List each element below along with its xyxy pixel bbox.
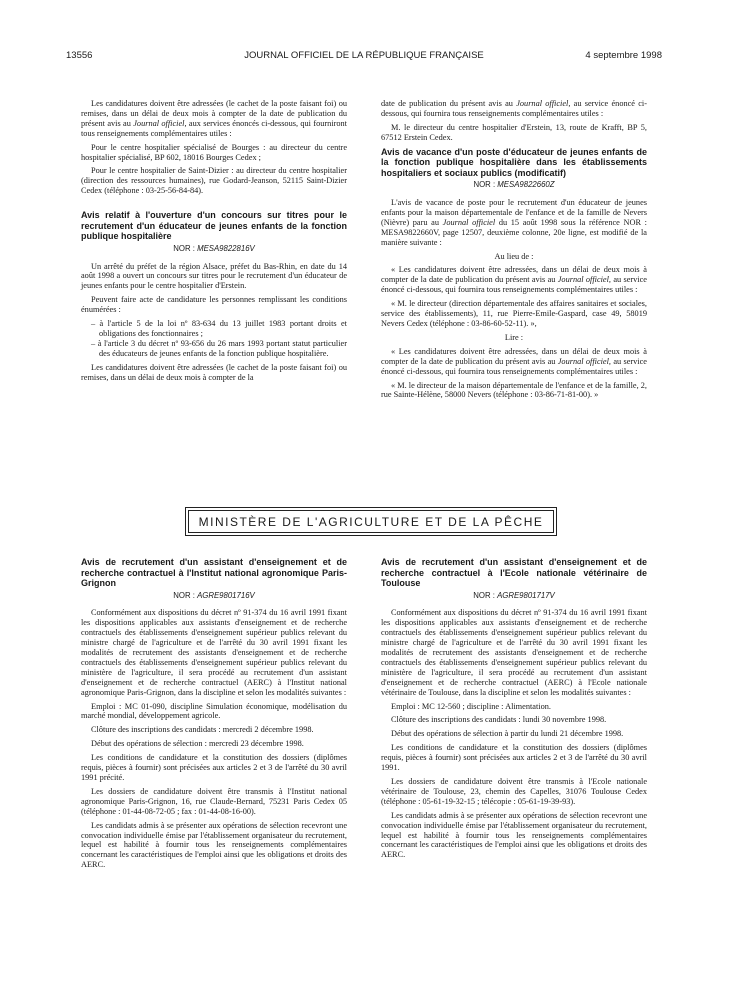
page-number: 13556 bbox=[66, 50, 93, 61]
notice-title: Avis de recrutement d'un assistant d'enseignement et de recherche contractuel à l'Institut national agronomique Paris-Grignon bbox=[81, 557, 347, 588]
paragraph: Peuvent faire acte de candidature les personnes remplissant les conditions énumérées : bbox=[81, 295, 347, 315]
paragraph: Les conditions de candidature et la constitution des dossiers (diplômes requis, pièces à fournir) sont précisées aux articles 2 et 3 de l'arrêté du 30 avril 1991. bbox=[381, 743, 647, 773]
paragraph: Clôture des inscriptions des candidats : lundi 30 novembre 1998. bbox=[391, 715, 607, 725]
top-left-column bbox=[81, 99, 347, 387]
list-item: – à l'article 5 de la loi nº 83-634 du 13 juillet 1983 portant droits et obligations des fonctionnaires ; bbox=[81, 319, 347, 339]
paragraph: Emploi : MC 01-090, discipline Simulation économique, modélisation du marché mondial, développement agricole. bbox=[81, 701, 347, 721]
notice-title: Avis relatif à l'ouverture d'un concours sur titres pour le recrutement d'un éducateur de jeunes enfants de la fonction publique hospitalière bbox=[81, 210, 347, 242]
paragraph: Les conditions de candidature et la constitution des dossiers (diplômes requis, pièces à fournir) sont précisées aux articles 2 et 3 de l'arrêté du 30 avril 1991 précité. bbox=[81, 753, 347, 782]
bottom-right-column bbox=[381, 557, 647, 864]
paragraph: M. le directeur du centre hospitalier d'Erstein, 13, route de Krafft, BP 5, 67512 Erstein Cedex. bbox=[381, 122, 647, 142]
list-item: – à l'article 3 du décret nº 93-656 du 26 mars 1993 portant statut particulier des éducateurs de jeunes enfants de la fonction publique hospitalière. bbox=[81, 339, 347, 359]
paragraph: Début des opérations de sélection : mercredi 23 décembre 1998. bbox=[91, 739, 304, 749]
paragraph: Conformément aux dispositions du décret nº 91-374 du 16 avril 1991 fixant les dispositions applicables aux assistants d'enseignement et de recherche contractuels des établissements d'enseignement supérieur publics relevant du ministre chargé de l'agriculture et de l'arrêté du 30 avril 1991 fixant les modalités de recrutement des assistants d'enseignement et de recherche contractuels des établissements d'enseignement supérieur publics relevant du ministère de l'agriculture, il sera procédé au recrutement d'un assistant d'enseignement et de recherche contractuel (AERC) à l'Institut national agronomique Paris-Grignon, dans la discipline et selon les modalités suivantes : bbox=[81, 608, 347, 697]
paragraph: date de publication du présent avis au Journal officiel, au service énoncé ci-dessous, qui fournira tous renseignements complémentaires utiles : bbox=[381, 99, 647, 118]
paragraph: Clôture des inscriptions des candidats : mercredi 2 décembre 1998. bbox=[91, 725, 314, 735]
paragraph: Pour le centre hospitalier de Saint-Dizier : au directeur du centre hospitalier (direction des ressources humaines), rue Godard-Jeanson, 52115 Saint-Dizier Cedex (téléphone : 03-25-56-84-84). bbox=[81, 166, 347, 196]
notice-title: Avis de vacance d'un poste d'éducateur de jeunes enfants de la fonction publique hospitalière dans les établissements hospitaliers et sociaux publics (modificatif) bbox=[381, 146, 647, 178]
paragraph: Les candidatures doivent être adressées (le cachet de la poste faisant foi) ou remises, dans un délai de deux mois à compter de la date de publication du présent avis au Journal officiel, aux services énoncés ci-dessous, qui fourniront tous renseignements complémentaires utiles : bbox=[81, 99, 347, 138]
paragraph: Au lieu de : bbox=[494, 251, 534, 261]
paragraph: Les candidats admis à se présenter aux opérations de sélection recevront une convocation individuelle émise par l'établissement organisateur du recrutement, lequel est habilité à fournir tous les renseignements complémentaires concernant les caractéristiques de l'emploi ainsi que les obligations et droits des AERC. bbox=[81, 820, 347, 870]
ministry-heading-box bbox=[185, 507, 557, 536]
paragraph: Lire : bbox=[504, 332, 524, 342]
paragraph: Début des opérations de sélection à partir du lundi 21 décembre 1998. bbox=[391, 729, 624, 739]
notice-title: Avis de recrutement d'un assistant d'enseignement et de recherche contractuel à l'Ecole nationale vétérinaire de Toulouse bbox=[381, 557, 647, 588]
page-header bbox=[66, 50, 662, 64]
paragraph: Emploi : MC 12-560 ; discipline : Alimentation. bbox=[391, 701, 551, 711]
paragraph: Pour le centre hospitalier spécialisé de Bourges : au directeur du centre hospitalier spécialisé, BP 602, 18016 Bourges Cedex ; bbox=[81, 142, 347, 162]
paragraph: « Les candidatures doivent être adressées, dans un délai de deux mois à compter de la date de publication du présent avis au Journal officiel, au service énoncé ci-dessous, qui fournira tous renseignements complémentaires utiles : bbox=[381, 346, 647, 376]
ministry-title: MINISTÈRE DE L'AGRICULTURE ET DE LA PÊCHE bbox=[198, 515, 544, 529]
issue-date: 4 septembre 1998 bbox=[585, 50, 662, 61]
nor-reference: NOR : MESA9822660Z bbox=[473, 180, 555, 190]
paragraph: Un arrêté du préfet de la région Alsace, préfet du Bas-Rhin, en date du 14 août 1998 a ouvert un concours sur titres pour le recrutement d'un éducateur de jeunes enfants pour le centre hospitalier d'Erstein. bbox=[81, 261, 347, 291]
paragraph: Les candidatures doivent être adressées (le cachet de la poste faisant foi) ou remises, dans un délai de deux mois à compter de la bbox=[81, 362, 347, 382]
paragraph: « M. le directeur de la maison départementale de l'enfance et de la famille, 2, rue Sainte-Hélène, 58000 Nevers (téléphone : 03-86-71-81-00). » bbox=[381, 380, 647, 400]
top-right-column bbox=[381, 99, 647, 404]
paragraph: Les candidats admis à se présenter aux opérations de sélection recevront une convocation individuelle émise par l'établissement organisateur du recrutement, lequel est habilité à fournir tous les renseignements complémentaires concernant les caractéristiques de l'emploi ainsi que les obligations et droits des AERC. bbox=[381, 810, 647, 860]
paragraph: Les dossiers de candidature doivent être transmis à l'Institut national agronomique Paris-Grignon, 16, rue Claude-Bernard, 75231 Paris Cedex 05 (téléphone : 01-44-08-72-05 ; fax : 01-44-08-16-00). bbox=[81, 786, 347, 816]
paragraph: Les dossiers de candidature doivent être transmis à l'Ecole nationale vétérinaire de Toulouse, 23, chemin des Capelles, 31076 Toulouse Cedex (téléphone : 05-61-19-32-15 ; télécopie : 05-61-19-39-93). bbox=[381, 777, 647, 806]
journal-title: JOURNAL OFFICIEL DE LA RÉPUBLIQUE FRANÇAISE bbox=[244, 50, 484, 61]
paragraph: Conformément aux dispositions du décret nº 91-374 du 16 avril 1991 fixant les dispositions applicables aux assistants d'enseignement et de recherche contractuels des établissements d'enseignement supérieur publics relevant du ministre chargé de l'agriculture et de l'arrêté du 30 avril 1991 fixant les modalités de recrutement des assistants d'enseignement et de recherche contractuels des établissements d'enseignement supérieur publics relevant du ministère de l'agriculture, il sera procédé au recrutement d'un assistant d'enseignement et de recherche contractuel (AERC) à l'Ecole nationale vétérinaire de Toulouse, dans la discipline et selon les modalités suivantes : bbox=[381, 608, 647, 697]
paragraph: « Les candidatures doivent être adressées, dans un délai de deux mois à compter de la date de publication du présent avis au Journal officiel, au service énoncé ci-dessous, qui fournira tous renseignements complémentaires utiles : bbox=[381, 265, 647, 295]
paragraph: « M. le directeur (direction départementale des affaires sanitaires et sociales, service des établissements), 11, rue Pierre-Emile-Gaspard, case 49, 58019 Nevers Cedex (téléphone : 03-86-60-52-11). », bbox=[381, 299, 647, 328]
paragraph: L'avis de vacance de poste pour le recrutement d'un éducateur de jeunes enfants pour la maison départementale de l'enfance et de la famille de Nevers (Nièvre) paru au Journal officiel du 15 août 1998 sous la référence NOR : MESA9822660V, page 12507, deuxième colonne, 20e ligne, est modifié de la manière suivante : bbox=[381, 198, 647, 247]
bottom-left-column bbox=[81, 557, 347, 874]
nor-reference: NOR : MESA9822816V bbox=[173, 243, 255, 253]
nor-reference: NOR : AGRE9801716V bbox=[173, 590, 255, 600]
conditions-list bbox=[81, 319, 347, 359]
nor-reference: NOR : AGRE9801717V bbox=[473, 590, 555, 600]
